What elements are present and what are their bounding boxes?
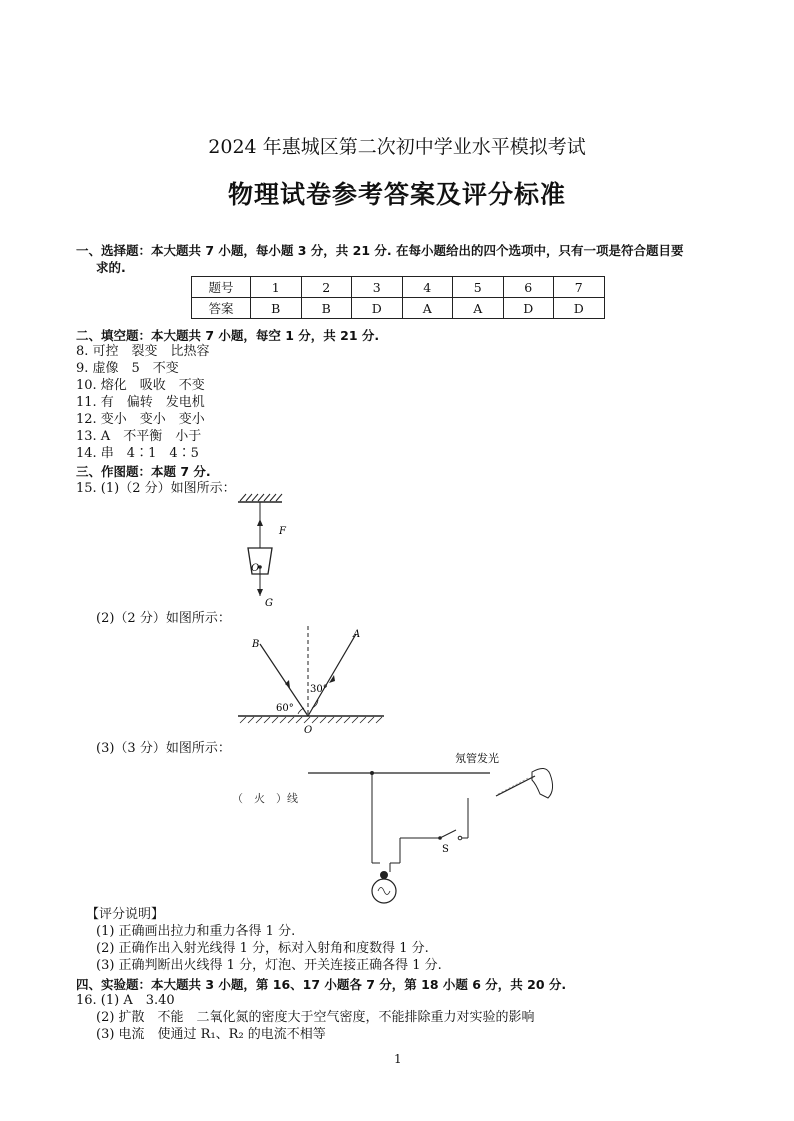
- label-O: O: [251, 563, 260, 574]
- figure-hanging-object: [230, 492, 300, 610]
- table-row: [192, 277, 605, 298]
- list-item: 16. (1) A 3.40: [76, 993, 175, 1008]
- table-cell: D: [554, 298, 605, 319]
- section1-heading: 一、选择题：本大题共 7 小题，每小题 3 分，共 21 分. 在每小题给出的四个选项中，只有一项是符合题目要: [76, 243, 684, 258]
- label-A: A: [353, 629, 361, 640]
- callout-label: 氖管发光: [455, 752, 499, 765]
- row-label: 题号: [192, 277, 251, 298]
- table-cell: 4: [402, 277, 453, 298]
- scoring-heading: 【评分说明】: [86, 907, 165, 922]
- table-cell: 5: [453, 277, 504, 298]
- figure-circuit: [300, 750, 570, 910]
- section4-heading: 四、实验题：本大题共 3 小题，第 16、17 小题各 7 分，第 18 小题 6 分，共 20 分.: [76, 977, 567, 992]
- list-item: 12. 变小 变小 变小: [76, 412, 205, 427]
- q15-part1: 15. (1)（2 分）如图所示：: [76, 481, 236, 496]
- list-item: 11. 有 偏转 发电机: [76, 395, 205, 410]
- list-item: (2) 扩散 不能 二氧化氮的密度大于空气密度，不能排除重力对实验的影响: [96, 1010, 535, 1025]
- section3-heading: 三、作图题：本题 7 分.: [76, 464, 211, 479]
- table-cell: A: [453, 298, 504, 319]
- table-row: [192, 298, 605, 319]
- label-O: O: [304, 725, 313, 736]
- section2-heading: 二、填空题：本大题共 7 小题，每空 1 分，共 21 分.: [76, 328, 380, 343]
- answer-key-title: 物理试卷参考答案及评分标准: [227, 180, 566, 209]
- label-F: F: [279, 526, 286, 537]
- list-item: (3) 电流 使通过 R₁、R₂ 的电流不相等: [96, 1027, 326, 1042]
- list-item: 10. 熔化 吸收 不变: [76, 378, 205, 393]
- table-cell: D: [503, 298, 554, 319]
- table-cell: 1: [251, 277, 302, 298]
- angle-60: 60°: [276, 703, 294, 714]
- table-cell: 6: [503, 277, 554, 298]
- label-B: B: [252, 639, 260, 650]
- list-item: 9. 虚像 5 不变: [76, 361, 179, 376]
- list-item: (2) 正确作出入射光线得 1 分，标对入射角和度数得 1 分.: [96, 941, 429, 956]
- table-cell: B: [301, 298, 352, 319]
- switch-label: S: [442, 844, 449, 855]
- list-item: 14. 串 4∶1 4∶5: [76, 446, 199, 461]
- exam-title: 2024 年惠城区第二次初中学业水平模拟考试: [208, 136, 586, 158]
- list-item: 13. A 不平衡 小于: [76, 429, 202, 444]
- figure-reflection: [232, 624, 392, 736]
- angle-30: 30°: [310, 684, 328, 695]
- table-cell: B: [251, 298, 302, 319]
- list-item: (1) 正确画出拉力和重力各得 1 分.: [96, 924, 296, 939]
- q15-part2: (2)（2 分）如图所示：: [96, 611, 231, 626]
- table-cell: 3: [352, 277, 403, 298]
- section1-heading-cont: 求的.: [96, 260, 126, 275]
- list-item: 8. 可控 裂变 比热容: [76, 344, 210, 359]
- fire-line-label: （ 火 ）线: [232, 792, 298, 805]
- table-cell: A: [402, 298, 453, 319]
- list-item: (3) 正确判断出火线得 1 分，灯泡、开关连接正确各得 1 分.: [96, 958, 442, 973]
- page-number: 1: [394, 1052, 402, 1066]
- label-G: G: [265, 598, 273, 609]
- q15-part3: (3)（3 分）如图所示：: [96, 741, 231, 756]
- table-cell: 2: [301, 277, 352, 298]
- answer-table: [191, 276, 605, 319]
- row-label: 答案: [192, 298, 251, 319]
- table-cell: 7: [554, 277, 605, 298]
- table-cell: D: [352, 298, 403, 319]
